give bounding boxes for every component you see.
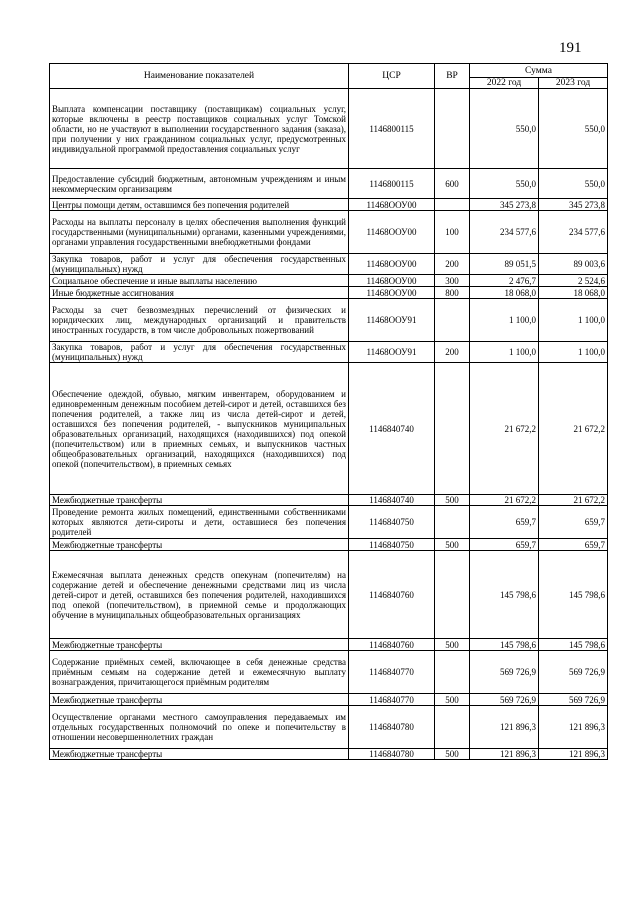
row-csr: 1146840740 [349, 495, 435, 506]
row-csr: 1146840750 [349, 539, 435, 551]
row-vr [435, 89, 470, 169]
row-csr: 11468ООУ00 [349, 287, 435, 299]
row-sum-2022: 145 798,6 [470, 639, 539, 651]
row-csr: 1146800115 [349, 169, 435, 199]
row-sum-2023: 121 896,3 [539, 706, 608, 749]
row-sum-2023: 550,0 [539, 89, 608, 169]
row-csr: 1146840750 [349, 506, 435, 539]
row-sum-2023: 1 100,0 [539, 299, 608, 342]
row-sum-2022: 21 672,2 [470, 363, 539, 495]
header-vr: ВР [435, 64, 470, 89]
row-csr: 1146840770 [349, 651, 435, 694]
row-vr [435, 299, 470, 342]
row-name: Межбюджетные трансферты [50, 694, 349, 706]
table-row [50, 299, 608, 342]
row-vr: 200 [435, 254, 470, 275]
row-name: Межбюджетные трансферты [50, 639, 349, 651]
row-sum-2022: 89 051,5 [470, 254, 539, 275]
row-sum-2022: 121 896,3 [470, 706, 539, 749]
row-name: Предоставление субсидий бюджетным, автономным учреждениям и иным некоммерческим организациям [50, 169, 349, 199]
row-sum-2023: 121 896,3 [539, 749, 608, 760]
row-sum-2022: 18 068,0 [470, 287, 539, 299]
budget-table [49, 63, 608, 760]
row-csr: 1146840740 [349, 363, 435, 495]
row-csr: 1146800115 [349, 89, 435, 169]
row-csr: 1146840760 [349, 639, 435, 651]
row-csr: 11468ООУ91 [349, 299, 435, 342]
header-name: Наименование показателей [50, 64, 349, 89]
row-name: Центры помощи детям, оставшимся без попечения родителей [50, 199, 349, 211]
row-sum-2022: 121 896,3 [470, 749, 539, 760]
row-sum-2023: 145 798,6 [539, 639, 608, 651]
row-vr [435, 651, 470, 694]
table-row [50, 651, 608, 694]
row-sum-2022: 550,0 [470, 89, 539, 169]
table-row [50, 89, 608, 169]
table-row [50, 342, 608, 363]
row-sum-2022: 234 577,6 [470, 211, 539, 254]
header-csr: ЦСР [349, 64, 435, 89]
row-csr: 11468ООУ00 [349, 211, 435, 254]
row-name: Расходы за счет безвозмездных перечислений от физических и юридических лиц, международных организаций и правительств иностранных государств, в том числе добровольных пожертвований [50, 299, 349, 342]
row-sum-2022: 659,7 [470, 506, 539, 539]
row-sum-2023: 569 726,9 [539, 651, 608, 694]
row-sum-2023: 2 524,6 [539, 275, 608, 287]
table-row [50, 694, 608, 706]
row-sum-2023: 89 003,6 [539, 254, 608, 275]
row-sum-2022: 21 672,2 [470, 495, 539, 506]
table-row [50, 287, 608, 299]
row-name: Закупка товаров, работ и услуг для обеспечения государственных (муниципальных) нужд [50, 254, 349, 275]
row-vr [435, 551, 470, 639]
header-year-2022: 2022 год [470, 78, 539, 89]
page-number: 191 [559, 40, 582, 56]
row-vr: 300 [435, 275, 470, 287]
row-csr: 1146840780 [349, 749, 435, 760]
row-sum-2023: 18 068,0 [539, 287, 608, 299]
table-row [50, 275, 608, 287]
header-year-2023: 2023 год [539, 78, 608, 89]
row-sum-2022: 345 273,8 [470, 199, 539, 211]
row-sum-2023: 234 577,6 [539, 211, 608, 254]
table-row [50, 211, 608, 254]
row-sum-2022: 569 726,9 [470, 694, 539, 706]
table-row [50, 169, 608, 199]
row-sum-2023: 659,7 [539, 539, 608, 551]
row-sum-2023: 21 672,2 [539, 495, 608, 506]
row-sum-2022: 1 100,0 [470, 299, 539, 342]
row-sum-2022: 569 726,9 [470, 651, 539, 694]
row-name: Расходы на выплаты персоналу в целях обеспечения выполнения функций государственными (муниципальными) органами, казенными учреждениями, органами управления государственными внебюджетными фондами [50, 211, 349, 254]
row-sum-2023: 659,7 [539, 506, 608, 539]
row-vr: 200 [435, 342, 470, 363]
row-sum-2022: 2 476,7 [470, 275, 539, 287]
row-name: Выплата компенсации поставщику (поставщикам) социальных услуг, которые включены в реестр поставщиков социальных услуг Томской области, но не участвуют в выполнении государственного задания (заказа), при получении у них гражданином социальных услуг, предусмотренных индивидуальной программой предоставления социальных услуг [50, 89, 349, 169]
row-vr: 100 [435, 211, 470, 254]
row-csr: 1146840770 [349, 694, 435, 706]
row-sum-2022: 550,0 [470, 169, 539, 199]
table-row [50, 506, 608, 539]
row-vr: 500 [435, 694, 470, 706]
row-vr [435, 506, 470, 539]
row-name: Закупка товаров, работ и услуг для обеспечения государственных (муниципальных) нужд [50, 342, 349, 363]
row-name: Межбюджетные трансферты [50, 495, 349, 506]
row-sum-2023: 550,0 [539, 169, 608, 199]
row-vr: 500 [435, 639, 470, 651]
row-csr: 11468ООУ00 [349, 275, 435, 287]
row-csr: 11468ООУ00 [349, 254, 435, 275]
row-vr: 500 [435, 495, 470, 506]
header-sum: Сумма [470, 64, 608, 78]
row-sum-2023: 1 100,0 [539, 342, 608, 363]
row-vr: 600 [435, 169, 470, 199]
row-sum-2023: 21 672,2 [539, 363, 608, 495]
row-vr: 800 [435, 287, 470, 299]
row-vr [435, 363, 470, 495]
row-sum-2022: 145 798,6 [470, 551, 539, 639]
row-name: Иные бюджетные ассигнования [50, 287, 349, 299]
table-row [50, 706, 608, 749]
row-sum-2023: 145 798,6 [539, 551, 608, 639]
row-name: Межбюджетные трансферты [50, 749, 349, 760]
row-name: Содержание приёмных семей, включающее в себя денежные средства приёмным семьям на содержание детей и ежемесячную выплату вознаграждения, причитающегося приёмным родителям [50, 651, 349, 694]
row-sum-2023: 569 726,9 [539, 694, 608, 706]
row-sum-2022: 659,7 [470, 539, 539, 551]
row-csr: 1146840760 [349, 551, 435, 639]
row-csr: 1146840780 [349, 706, 435, 749]
table-row [50, 199, 608, 211]
row-name: Социальное обеспечение и иные выплаты населению [50, 275, 349, 287]
row-csr: 11468ООУ00 [349, 199, 435, 211]
row-name: Осуществление органами местного самоуправления передаваемых им отдельных государственных полномочий по опеке и попечительству в отношении несовершеннолетних граждан [50, 706, 349, 749]
table-row [50, 539, 608, 551]
row-csr: 11468ООУ91 [349, 342, 435, 363]
row-vr: 500 [435, 749, 470, 760]
table-row [50, 749, 608, 760]
table-row [50, 254, 608, 275]
row-vr [435, 706, 470, 749]
table-row [50, 551, 608, 639]
row-sum-2023: 345 273,8 [539, 199, 608, 211]
table-row [50, 495, 608, 506]
row-name: Межбюджетные трансферты [50, 539, 349, 551]
row-vr [435, 199, 470, 211]
row-vr: 500 [435, 539, 470, 551]
table-row [50, 639, 608, 651]
row-sum-2022: 1 100,0 [470, 342, 539, 363]
row-name: Ежемесячная выплата денежных средств опекунам (попечителям) на содержание детей и обеспечение денежными средствами лиц из числа детей-сирот и детей, оставшихся без попечения родителей, находившихся под опекой (попечительством), в приемной семье и продолжающих обучение в муниципальных общеобразовательных организациях [50, 551, 349, 639]
row-name: Обеспечение одеждой, обувью, мягким инвентарем, оборудованием и единовременным денежным пособием детей-сирот и детей, оставшихся без попечения родителей, а также лиц из числа детей-сирот и детей, оставшихся без попечения родителей, - выпускников муниципальных образовательных организаций, находящихся (находившихся) под опекой (попечительством) или в приемных семьях, и выпускников частных общеобразовательных организаций, находящихся (находившихся) под опекой (попечительством), в приемных семьях [50, 363, 349, 495]
row-name: Проведение ремонта жилых помещений, единственными собственниками которых являются дети-сироты и дети, оставшиеся без попечения родителей [50, 506, 349, 539]
table-row [50, 363, 608, 495]
